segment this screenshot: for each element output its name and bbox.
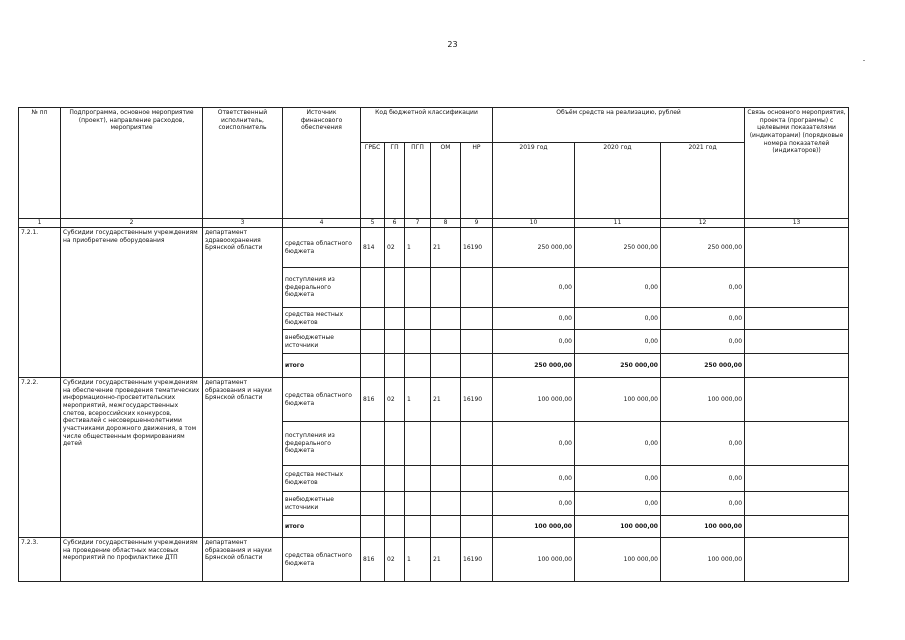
- code-gp: 02: [385, 538, 405, 582]
- amount-2021: 250 000,00: [661, 228, 745, 268]
- code-om: [431, 422, 461, 466]
- amount-2020: 100 000,00: [575, 516, 661, 538]
- code-om: [431, 308, 461, 330]
- funding-source: поступления из федерального бюджета: [283, 268, 361, 308]
- code-nr: 16190: [461, 228, 493, 268]
- column-number: 3: [203, 219, 283, 228]
- indicator-link: [745, 354, 849, 378]
- amount-2019: 0,00: [493, 492, 575, 516]
- code-nr: [461, 308, 493, 330]
- column-number: 4: [283, 219, 361, 228]
- column-number: 9: [461, 219, 493, 228]
- header-year-2019: 2019 год: [493, 143, 575, 219]
- code-om: 21: [431, 378, 461, 422]
- code-pgp: [405, 330, 431, 354]
- code-gp: [385, 492, 405, 516]
- code-om: [431, 354, 461, 378]
- amount-2021: 0,00: [661, 308, 745, 330]
- header-program: Подпрограмма, основное мероприятие (проект), направление расходов, мероприятие: [61, 108, 203, 219]
- funding-source: итого: [283, 516, 361, 538]
- column-number: 7: [405, 219, 431, 228]
- funding-source: итого: [283, 354, 361, 378]
- amount-2019: 0,00: [493, 330, 575, 354]
- amount-2020: 250 000,00: [575, 354, 661, 378]
- column-number: 5: [361, 219, 385, 228]
- header-executor: Ответственный исполнитель, соисполнитель: [203, 108, 283, 219]
- code-om: 21: [431, 228, 461, 268]
- header-pgp: ПГП: [405, 143, 431, 219]
- code-nr: 16190: [461, 378, 493, 422]
- header-om: ОМ: [431, 143, 461, 219]
- amount-2020: 0,00: [575, 466, 661, 492]
- indicator-link: [745, 466, 849, 492]
- code-grbs: [361, 308, 385, 330]
- code-grbs: 814: [361, 228, 385, 268]
- code-gp: 02: [385, 378, 405, 422]
- code-grbs: [361, 466, 385, 492]
- column-number: 1: [19, 219, 61, 228]
- code-nr: [461, 492, 493, 516]
- column-number: 13: [745, 219, 849, 228]
- column-number: 11: [575, 219, 661, 228]
- column-number: 10: [493, 219, 575, 228]
- code-gp: [385, 354, 405, 378]
- amount-2021: 100 000,00: [661, 538, 745, 582]
- code-gp: [385, 268, 405, 308]
- code-gp: [385, 466, 405, 492]
- amount-2019: 250 000,00: [493, 354, 575, 378]
- item-number: 7.2.2.: [19, 378, 61, 538]
- code-grbs: 816: [361, 538, 385, 582]
- header-code-group: Код бюджетной классификации: [361, 108, 493, 143]
- funding-source: средства областного бюджета: [283, 538, 361, 582]
- funding-source: средства областного бюджета: [283, 228, 361, 268]
- header-nr: НР: [461, 143, 493, 219]
- amount-2020: 100 000,00: [575, 538, 661, 582]
- code-pgp: [405, 466, 431, 492]
- amount-2019: 0,00: [493, 268, 575, 308]
- code-pgp: [405, 492, 431, 516]
- code-grbs: [361, 516, 385, 538]
- column-number: 8: [431, 219, 461, 228]
- funding-source: внебюджетные источники: [283, 492, 361, 516]
- indicator-link: [745, 330, 849, 354]
- code-nr: [461, 422, 493, 466]
- indicator-link: [745, 268, 849, 308]
- code-gp: [385, 516, 405, 538]
- indicator-link: [745, 538, 849, 582]
- amount-2021: 0,00: [661, 330, 745, 354]
- funding-source: средства местных бюджетов: [283, 308, 361, 330]
- scan-speck: [863, 60, 865, 61]
- indicator-link: [745, 228, 849, 268]
- amount-2021: 0,00: [661, 422, 745, 466]
- code-gp: [385, 422, 405, 466]
- amount-2020: 100 000,00: [575, 378, 661, 422]
- code-nr: [461, 354, 493, 378]
- column-number-row: [19, 219, 849, 228]
- amount-2021: 0,00: [661, 466, 745, 492]
- code-grbs: [361, 422, 385, 466]
- code-pgp: [405, 354, 431, 378]
- amount-2020: 250 000,00: [575, 228, 661, 268]
- code-pgp: [405, 516, 431, 538]
- code-gp: 02: [385, 228, 405, 268]
- amount-2021: 0,00: [661, 268, 745, 308]
- amount-2020: 0,00: [575, 422, 661, 466]
- amount-2020: 0,00: [575, 308, 661, 330]
- header-amount-group: Объём средств на реализацию, рублей: [493, 108, 745, 143]
- item-executor: департамент здравоохранения Брянской области: [203, 228, 283, 378]
- budget-table: [18, 107, 849, 582]
- code-nr: [461, 516, 493, 538]
- item-executor: департамент образования и науки Брянской области: [203, 378, 283, 538]
- code-nr: [461, 268, 493, 308]
- amount-2019: 100 000,00: [493, 538, 575, 582]
- code-grbs: 816: [361, 378, 385, 422]
- code-om: [431, 492, 461, 516]
- code-om: [431, 466, 461, 492]
- amount-2019: 250 000,00: [493, 228, 575, 268]
- code-pgp: 1: [405, 378, 431, 422]
- indicator-link: [745, 378, 849, 422]
- code-nr: 16190: [461, 538, 493, 582]
- page-number: 23: [447, 40, 458, 49]
- code-grbs: [361, 354, 385, 378]
- code-pgp: 1: [405, 228, 431, 268]
- funding-source: средства областного бюджета: [283, 378, 361, 422]
- code-om: [431, 516, 461, 538]
- amount-2020: 0,00: [575, 330, 661, 354]
- table-row: [19, 378, 849, 422]
- code-nr: [461, 330, 493, 354]
- header-num: № пп: [19, 108, 61, 219]
- indicator-link: [745, 492, 849, 516]
- amount-2020: 0,00: [575, 268, 661, 308]
- code-gp: [385, 308, 405, 330]
- code-om: 21: [431, 538, 461, 582]
- code-pgp: [405, 422, 431, 466]
- header-year-2021: 2021 год: [661, 143, 745, 219]
- code-pgp: 1: [405, 538, 431, 582]
- amount-2019: 100 000,00: [493, 378, 575, 422]
- amount-2019: 0,00: [493, 422, 575, 466]
- code-gp: [385, 330, 405, 354]
- amount-2019: 0,00: [493, 466, 575, 492]
- column-number: 2: [61, 219, 203, 228]
- amount-2021: 100 000,00: [661, 516, 745, 538]
- table-row: [19, 538, 849, 582]
- amount-2019: 100 000,00: [493, 516, 575, 538]
- indicator-link: [745, 308, 849, 330]
- item-number: 7.2.3.: [19, 538, 61, 582]
- funding-source: средства местных бюджетов: [283, 466, 361, 492]
- amount-2021: 250 000,00: [661, 354, 745, 378]
- header-source: Источник финансового обеспечения: [283, 108, 361, 219]
- indicator-link: [745, 422, 849, 466]
- amount-2019: 0,00: [493, 308, 575, 330]
- item-executor: департамент образования и науки Брянской области: [203, 538, 283, 582]
- code-om: [431, 268, 461, 308]
- item-name: Субсидии государственным учреждениям на обеспечение проведения тематических информационно-просветительских мероприятий, межгосударственных слетов, всероссийских конкурсов, фестивалей с несовершеннолетними участниками дорожного движения, в том числе общественным формированиям детей: [61, 378, 203, 538]
- funding-source: внебюджетные источники: [283, 330, 361, 354]
- header-link: Связь основного мероприятия, проекта (программы) с целевыми показателями (индикаторами) (порядковые номера показателей (индикаторов)): [745, 108, 849, 219]
- code-grbs: [361, 492, 385, 516]
- column-number: 6: [385, 219, 405, 228]
- budget-table-container: [18, 107, 890, 582]
- amount-2021: 0,00: [661, 492, 745, 516]
- code-om: [431, 330, 461, 354]
- table-row: [19, 228, 849, 268]
- amount-2021: 100 000,00: [661, 378, 745, 422]
- code-pgp: [405, 268, 431, 308]
- item-number: 7.2.1.: [19, 228, 61, 378]
- code-grbs: [361, 268, 385, 308]
- item-name: Субсидии государственным учреждениям на приобретение оборудования: [61, 228, 203, 378]
- funding-source: поступления из федерального бюджета: [283, 422, 361, 466]
- header-row-1: [19, 108, 849, 143]
- header-gp: ГП: [385, 143, 405, 219]
- code-grbs: [361, 330, 385, 354]
- code-nr: [461, 466, 493, 492]
- item-name: Субсидии государственным учреждениям на проведение областных массовых мероприятий по профилактике ДТП: [61, 538, 203, 582]
- header-grbs: ГРБС: [361, 143, 385, 219]
- column-number: 12: [661, 219, 745, 228]
- header-year-2020: 2020 год: [575, 143, 661, 219]
- amount-2020: 0,00: [575, 492, 661, 516]
- code-pgp: [405, 308, 431, 330]
- indicator-link: [745, 516, 849, 538]
